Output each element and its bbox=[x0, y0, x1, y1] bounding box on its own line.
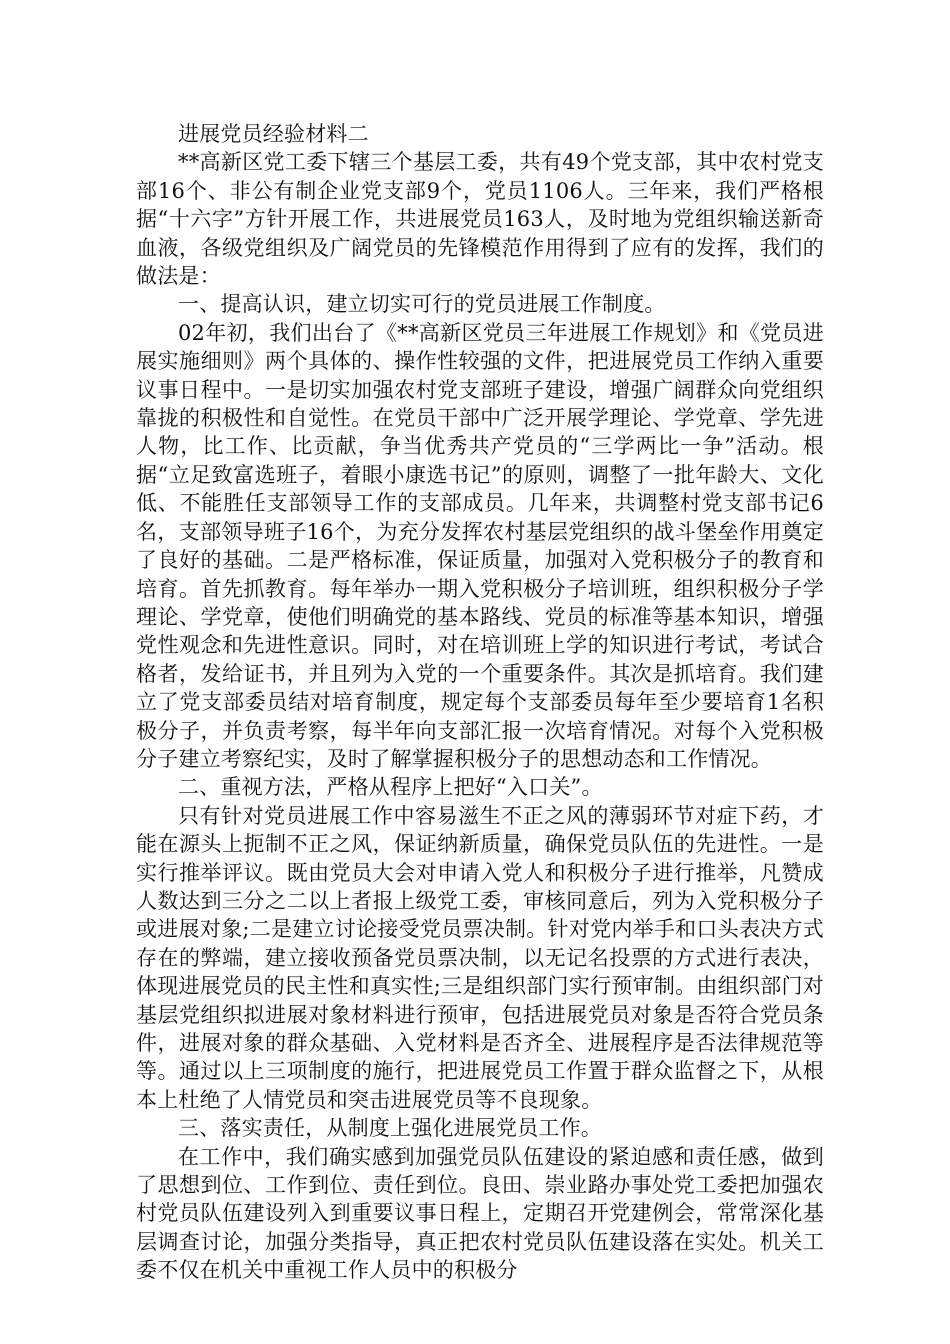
section-3-paragraph: 在工作中，我们确实感到加强党员队伍建设的紧迫感和责任感，做到了思想到位、工作到位、责任到位。良田、崇业路办事处党工委把加强农村党员队伍建设列入到重要议事日程上，定期召开党建例会，常常深化基层调查讨论，加强分类指导，真正把农村党员队伍建设落在实处。机关工委不仅在机关中重视工作人员中的积极分 bbox=[136, 1144, 824, 1283]
document-body bbox=[136, 120, 824, 1285]
document-title: 进展党员经验材料二 bbox=[178, 122, 369, 146]
intro-paragraph: **高新区党工委下辖三个基层工委，共有49个党支部，其中农村党支部16个、非公有制企业党支部9个，党员1106人。三年来，我们严格根据“十六字”方针开展工作，共进展党员163人，及时地为党组织输送新奇血液，各级党组织及广阔党员的先锋模范作用得到了应有的发挥，我们的做法是： bbox=[136, 150, 824, 289]
section-heading-1: 一、提高认识，建立切实可行的党员进展工作制度。 bbox=[178, 292, 666, 317]
section-heading-2: 二、重视方法，严格从程序上把好“入口关”。 bbox=[178, 775, 603, 800]
section-1-paragraph: 02年初，我们出台了《**高新区党员三年进展工作规划》和《党员进展实施细则》两个具体的、操作性较强的文件，把进展党员工作纳入重要议事日程中。一是切实加强农村党支部班子建设，增强广阔群众向党组织靠拢的积极性和自觉性。在党员干部中广泛开展学理论、学党章、学先进人物，比工作、比贡献，争当优秀共产党员的“三学两比一争”活动。根据“立足致富选班子，着眼小康选书记”的原则，调整了一批年龄大、文化低、不能胜任支部领导工作的支部成员。几年来，共调整村党支部书记6名，支部领导班子16个，为充分发挥农村基层党组织的战斗堡垒作用奠定了良好的基础。二是严格标准，保证质量，加强对入党积极分子的教育和培育。首先抓教育。每年举办一期入党积极分子培训班，组织积极分子学理论、学党章，使他们明确党的基本路线、党员的标准等基本知识，增强党性观念和先进性意识。同时，对在培训班上学的知识进行考试，考试合格者，发给证书，并且列为入党的一个重要条件。其次是抓培育。我们建立了党支部委员结对培育制度，规定每个支部委员每年至少要培育1名积极分子，并负责考察，每半年向支部汇报一次培育情况。对每个入党积极分子建立考察纪实，及时了解掌握积极分子的思想动态和工作情况。 bbox=[136, 320, 824, 771]
section-heading-3: 三、落实责任，从制度上强化进展党员工作。 bbox=[178, 1116, 602, 1141]
section-2-paragraph: 只有针对党员进展工作中容易滋生不正之风的薄弱环节对症下药，才能在源头上扼制不正之风，保证纳新质量，确保党员队伍的先进性。一是实行推举评议。既由党员大会对申请入党人和积极分子进行推举，凡赞成人数达到三分之二以上者报上级党工委，审核同意后，列为入党积极分子或进展对象;二是建立讨论接受党员票决制。针对党内举手和口头表决方式存在的弊端，建立接收预备党员票决制，以无记名投票的方式进行表决，体现进展党员的民主性和真实性;三是组织部门实行预审制。由组织部门对基层党组织拟进展对象材料进行预审，包括进展党员对象是否符合党员条件，进展对象的群众基础、入党材料是否齐全、进展程序是否法律规范等等。通过以上三项制度的施行，把进展党员工作置于群众监督之下，从根本上杜绝了人情党员和突击进展党员等不良现象。 bbox=[136, 803, 824, 1112]
